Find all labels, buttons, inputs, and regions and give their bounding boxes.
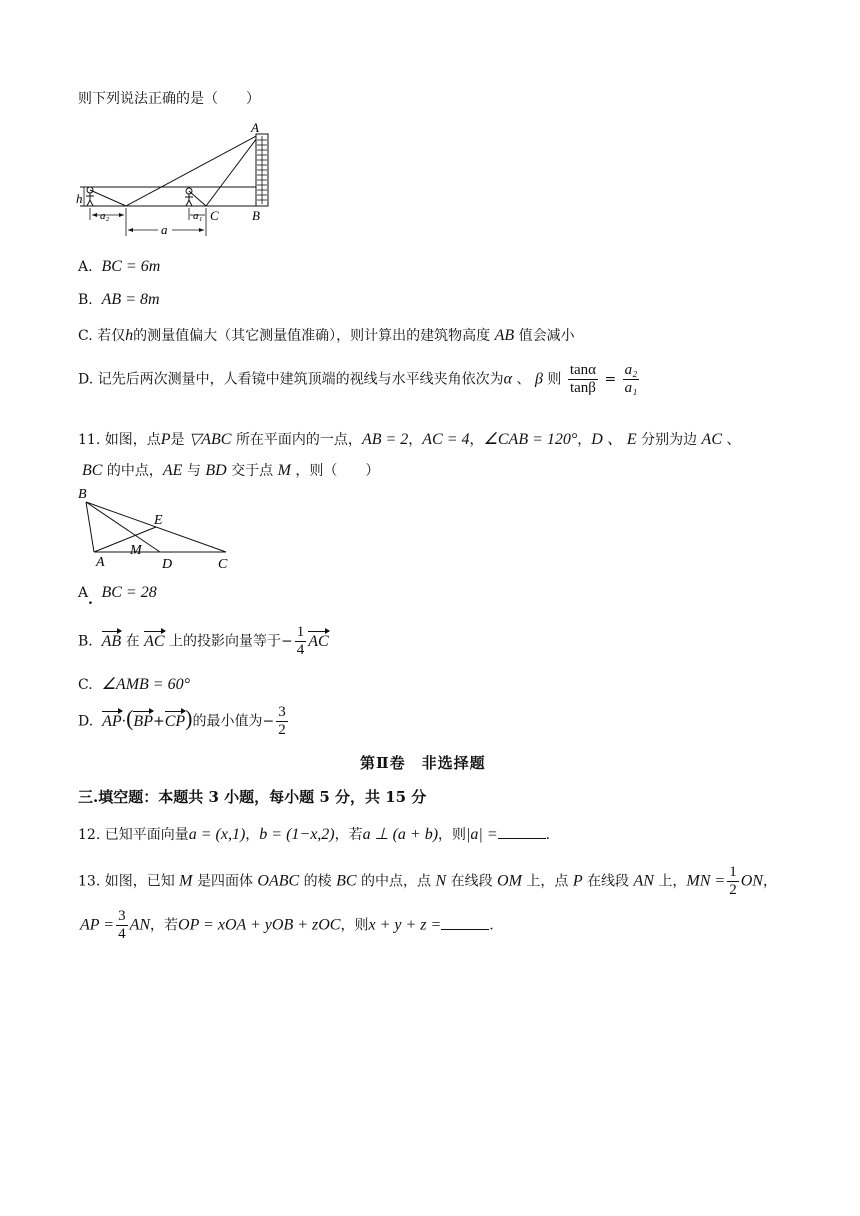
q12-answer-blank[interactable] [498, 826, 546, 839]
frac-three-halves: $\frac{3}{2}$ [278, 704, 286, 738]
q10-figure [76, 118, 276, 238]
q12: 12. 已知平面向量a = (x,1)，b = (1−x,2)，若a ⊥ (a + b)，则|a| = . [78, 826, 551, 843]
q11-stem-line2: BC 的中点，AE 与 BD 交于点 M ，则（ ） [82, 462, 380, 479]
label-a: a [161, 222, 168, 237]
label-h: h [76, 191, 83, 206]
label-D: D [162, 557, 173, 572]
label-C: C [210, 208, 219, 223]
q11-option-a: A BC = 28 [78, 584, 157, 601]
q10-stem: 则下列说法正确的是（ ） [78, 91, 260, 107]
section3-title: 三.填空题：本题共 3 小题，每小题 5 分，共 15 分 [78, 788, 427, 806]
label-B: B [252, 208, 260, 223]
label-A: A [251, 120, 259, 135]
q11-option-c: C. ∠AMB = 60° [78, 676, 190, 693]
frac-a-ratio: $\frac{\text{a₂}}{\text{a₁}}$ [624, 362, 638, 396]
q13-answer-blank[interactable] [441, 917, 489, 930]
label-C: C [218, 557, 228, 572]
q11-stem-line1: 11. 如图，点P是 ▽ABC 所在平面内的一点，AB = 2，AC = 4，∠CAB = 120°，D 、 E 分别为边 AC 、 [78, 431, 741, 448]
q11-figure [76, 484, 236, 574]
label-A: A [96, 555, 105, 570]
part2-title: 第Ⅱ卷 非选择题 [360, 754, 486, 772]
label-a2: a₂ [100, 210, 110, 222]
frac-half: $\frac{1}{2}$ [729, 864, 737, 898]
frac-quarter: $\frac{1}{4}$ [296, 624, 305, 658]
q10-option-a: A. BC = 6m [78, 258, 161, 275]
q10-option-d: D. 记先后两次测量中，人看镜中建筑顶端的视线与水平线夹角依次为α 、 β 则 $\frac{\tan\alpha}{\tan\beta}$ = $\frac{\text{a₂}}{\text{a₁}}$ [78, 362, 638, 396]
label-a1: a₁ [193, 210, 203, 222]
q13-line2: AP = $\frac{3}{4}$ AN，若OP = xOA + yOB + zOC，则x + y + z = . [80, 908, 494, 942]
label-B: B [78, 487, 87, 502]
label-E: E [154, 513, 163, 528]
q11-option-a-dot: . [88, 592, 93, 608]
q10-option-b: B. AB = 8m [78, 291, 160, 308]
label-M: M [130, 543, 142, 558]
frac-three-quarters: $\frac{3}{4}$ [118, 908, 126, 942]
q13-line1: 13. 如图，已知 M 是四面体 OABC 的棱 BC 的中点，点 N 在线段 OM 上，点 P 在线段 AN 上，MN = $\frac{1}{2}$ ON， [78, 864, 777, 898]
q11-option-b: B. AB 在 AC 上的投影向量等于− $\frac{1}{4}$ AC [78, 624, 329, 658]
frac-tan-ratio: $\frac{\tan\alpha}{\tan\beta}$ [569, 362, 597, 396]
q11-option-d: D. AP·(BP+CP)的最小值为− $\frac{3}{2}$ [78, 704, 286, 738]
q10-option-c: C. 若仅h的测量值偏大（其它测量值准确），则计算出的建筑物高度 AB 值会减小 [78, 327, 575, 344]
